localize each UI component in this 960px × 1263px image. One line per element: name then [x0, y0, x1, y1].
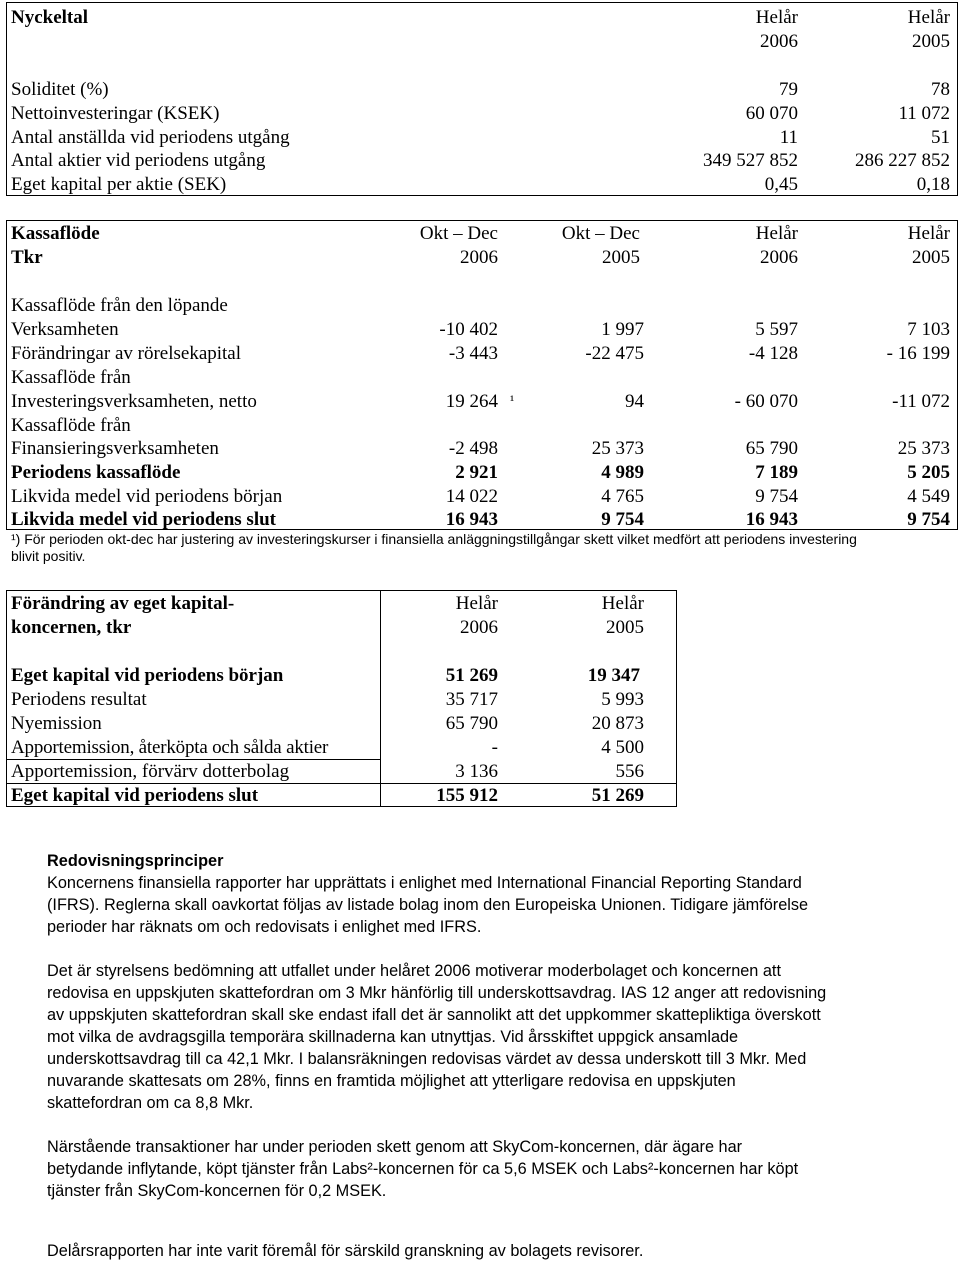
nyckeltal-col-2005-line2: 2005	[912, 31, 950, 52]
table-row	[0, 366, 960, 390]
kassaflode-subtitle: Tkr	[11, 247, 43, 268]
col-helar-2005-line1: Helår	[601, 593, 644, 614]
col-okt-dec-2006-line1: Okt – Dec	[419, 223, 498, 244]
value-helar-2006: -4 128	[748, 343, 798, 364]
value-helar-2005: 7 103	[907, 319, 950, 340]
value-okt-dec-2005: 9 754	[601, 509, 644, 530]
nyckeltal-header-row	[0, 6, 960, 30]
paragraph-line: nuvarande skattesats om 28%, finns en framtida möjlighet att ytterligare redovisa en uppskjuten	[47, 1072, 736, 1090]
value-okt-dec-2006: -3 443	[448, 343, 498, 364]
value-2005: 556	[615, 761, 644, 782]
value-helar-2006: 5 597	[755, 319, 798, 340]
row-label: Finansieringsverksamheten	[11, 438, 219, 459]
value-helar-2005: 9 754	[907, 509, 950, 530]
row-label: Eget kapital vid periodens slut	[11, 785, 259, 806]
value-2006: 51 269	[445, 665, 498, 686]
col-helar-2006-line1: Helår	[755, 223, 798, 244]
paragraph-line: Närstående transaktioner har under perioden skett genom att SkyCom-koncernen, där ägare har	[47, 1138, 743, 1156]
value-okt-dec-2005: -22 475	[585, 343, 644, 364]
table-row	[0, 437, 960, 461]
col-okt-dec-2006-line2: 2006	[460, 247, 498, 268]
value-helar-2005: 5 205	[907, 462, 950, 483]
value-okt-dec-2006: 14 022	[445, 486, 498, 507]
value-2006: 11	[779, 127, 798, 148]
audit-note	[47, 1240, 947, 1262]
value-helar-2006: 65 790	[745, 438, 798, 459]
row-label: Likvida medel vid periodens början	[11, 486, 283, 507]
table-row	[0, 390, 960, 414]
nyckeltal-header-row-2	[0, 30, 960, 54]
paragraph-line: perioder har räknats om och redovisats i enlighet med IFRS.	[47, 918, 482, 936]
value-2005: 286 227 852	[855, 150, 950, 171]
row-label: Nyemission	[11, 713, 102, 734]
row-label: Eget kapital vid periodens början	[11, 665, 284, 686]
footnote-line-2: blivit positiv.	[11, 548, 86, 564]
value-okt-dec-2005: 1 997	[601, 319, 644, 340]
row-label: Periodens kassaflöde	[11, 462, 181, 483]
row-label: Soliditet (%)	[11, 79, 109, 100]
row-label: Apportemission, återköpta och sålda aktier	[11, 737, 329, 758]
table-row	[0, 173, 960, 197]
row-label: Förändringar av rörelsekapital	[11, 343, 242, 364]
value-2006: 65 790	[445, 713, 498, 734]
col-helar-2005-line1: Helår	[907, 223, 950, 244]
value-2006: 35 717	[445, 689, 498, 710]
value-2005: 51	[931, 127, 950, 148]
value-2005: 11 072	[898, 103, 950, 124]
value-okt-dec-2006: -2 498	[448, 438, 498, 459]
paragraph-line: mot vilka de avdragsgilla temporära skillnaderna kan utnyttjas. Vid årsskiftet uppgick ansamlade	[47, 1028, 739, 1046]
row-label: Kassaflöde från	[11, 367, 131, 388]
col-helar-2005-line2: 2005	[912, 247, 950, 268]
eget-kapital-title-line1: Förändring av eget kapital-	[11, 593, 235, 614]
eget-kapital-col-header-row	[0, 592, 960, 616]
col-okt-dec-2005-line2: 2005	[602, 247, 640, 268]
value-helar-2005: - 16 199	[886, 343, 950, 364]
paragraph-line: tjänster från SkyCom-koncernen för 0,2 MSEK.	[47, 1182, 387, 1200]
value-2005: 0,18	[916, 174, 950, 195]
row-label: Periodens resultat	[11, 689, 147, 710]
col-helar-2006-line2: 2006	[760, 247, 798, 268]
section-heading: Redovisningsprinciper	[47, 852, 224, 870]
value-okt-dec-2005: 4 765	[601, 486, 644, 507]
table-row	[0, 508, 960, 532]
paragraph-line: av uppskjuten skattefordran skall ske endast ifall det är sannolikt att det uppkommer skattepliktiga överskott	[47, 1006, 821, 1024]
paragraph-line: Koncernens finansiella rapporter har upprättats i enlighet med International Financial Reporting Standard	[47, 874, 802, 892]
col-helar-2005-line2: 2005	[606, 617, 644, 638]
value-okt-dec-2005: 94	[625, 391, 644, 412]
value-okt-dec-2006: 2 921	[455, 462, 498, 483]
value-okt-dec-2005: 25 373	[591, 438, 644, 459]
footnote-marker: ¹	[510, 394, 515, 409]
table-row	[0, 688, 960, 712]
table-row	[0, 414, 960, 438]
kassaflode-title: Kassaflöde	[11, 223, 100, 244]
value-2005: 4 500	[601, 737, 644, 758]
row-label: Nettoinvesteringar (KSEK)	[11, 103, 220, 124]
redovisningsprinciper-text	[47, 850, 947, 1202]
nyckeltal-title: Nyckeltal	[11, 7, 89, 28]
value-2006: 0,45	[764, 174, 798, 195]
table-row	[0, 318, 960, 342]
value-helar-2006: 9 754	[755, 486, 798, 507]
paragraph-line: skattefordran om ca 8,8 Mkr.	[47, 1094, 254, 1112]
table-row	[0, 102, 960, 126]
paragraph-line: Delårsrapporten har inte varit föremål för särskild granskning av bolagets revisorer.	[47, 1242, 644, 1260]
value-2005: 20 873	[591, 713, 644, 734]
value-okt-dec-2005: 4 989	[601, 462, 644, 483]
table-row	[0, 664, 960, 688]
value-2006: -	[491, 737, 498, 758]
table-row	[0, 342, 960, 366]
table-row	[0, 712, 960, 736]
table-row	[0, 736, 960, 760]
row-label: Verksamheten	[11, 319, 119, 340]
row-label: Likvida medel vid periodens slut	[11, 509, 276, 530]
table-row	[0, 78, 960, 102]
table-row	[0, 294, 960, 318]
table-row	[0, 485, 960, 509]
table-row	[0, 461, 960, 485]
value-2005: 51 269	[591, 785, 644, 806]
paragraph-line: underskottsavdrag till ca 42,1 Mkr. I balansräkningen redovisas värdet av dessa underskott till 3 Mkr. Med	[47, 1050, 807, 1068]
value-okt-dec-2006: -10 402	[439, 319, 498, 340]
eget-kapital-col-header-row-2	[0, 616, 960, 640]
value-2006: 155 912	[436, 785, 498, 806]
value-helar-2005: 4 549	[907, 486, 950, 507]
value-helar-2006: 16 943	[745, 509, 798, 530]
value-okt-dec-2006: 19 264	[445, 391, 498, 412]
row-label: Kassaflöde från den löpande	[11, 295, 228, 316]
row-label: Antal anställda vid periodens utgång	[11, 127, 290, 148]
eget-kapital-title-line2: koncernen, tkr	[11, 617, 132, 638]
value-2006: 3 136	[455, 761, 498, 782]
value-helar-2006: 7 189	[755, 462, 798, 483]
nyckeltal-col-2006-line2: 2006	[760, 31, 798, 52]
value-helar-2005: -11 072	[892, 391, 950, 412]
paragraph-line: betydande inflytande, köpt tjänster från Labs²-koncernen för ca 5,6 MSEK och Labs²-koncernen har köpt	[47, 1160, 799, 1178]
row-label: Apportemission, förvärv dotterbolag	[11, 761, 290, 782]
value-2005: 19 347	[587, 665, 640, 686]
row-label: Antal aktier vid periodens utgång	[11, 150, 266, 171]
row-label: Eget kapital per aktie (SEK)	[11, 174, 227, 195]
paragraph-line: redovisa en uppskjuten skattefordran om 3 Mkr hänförlig till underskottsavdrag. IAS 12 anger att redovisning	[47, 984, 827, 1002]
row-label: Kassaflöde från	[11, 415, 131, 436]
value-2005: 78	[931, 79, 950, 100]
table-row	[0, 126, 960, 150]
paragraph-line: (IFRS). Reglerna skall oavkortat följas av listade bolag inom den Europeiska Unionen. Tidigare jämförelse	[47, 896, 809, 914]
kassaflode-footnote	[11, 531, 946, 565]
kassaflode-header-row-2	[0, 246, 960, 270]
value-2006: 79	[779, 79, 798, 100]
paragraph-line: Det är styrelsens bedömning att utfallet under helåret 2006 motiverar moderbolaget och koncernen att	[47, 962, 781, 980]
value-2006: 349 527 852	[703, 150, 798, 171]
footnote-line-1: ¹) För perioden okt-dec har justering av investeringskurser i finansiella anläggningstillgångar skett vilket medfört att periodens investering	[11, 531, 857, 547]
table-row	[0, 149, 960, 173]
row-label: Investeringsverksamheten, netto	[11, 391, 257, 412]
col-okt-dec-2005-line1: Okt – Dec	[561, 223, 640, 244]
nyckeltal-col-2005-line1: Helår	[907, 7, 950, 28]
col-helar-2006-line1: Helår	[455, 593, 498, 614]
col-helar-2006-line2: 2006	[460, 617, 498, 638]
value-helar-2006: - 60 070	[734, 391, 798, 412]
nyckeltal-col-2006-line1: Helår	[755, 7, 798, 28]
table-row	[0, 784, 960, 808]
value-2005: 5 993	[601, 689, 644, 710]
value-helar-2005: 25 373	[897, 438, 950, 459]
value-2006: 60 070	[745, 103, 798, 124]
kassaflode-header-row	[0, 222, 960, 246]
table-row	[0, 760, 960, 784]
value-okt-dec-2006: 16 943	[445, 509, 498, 530]
